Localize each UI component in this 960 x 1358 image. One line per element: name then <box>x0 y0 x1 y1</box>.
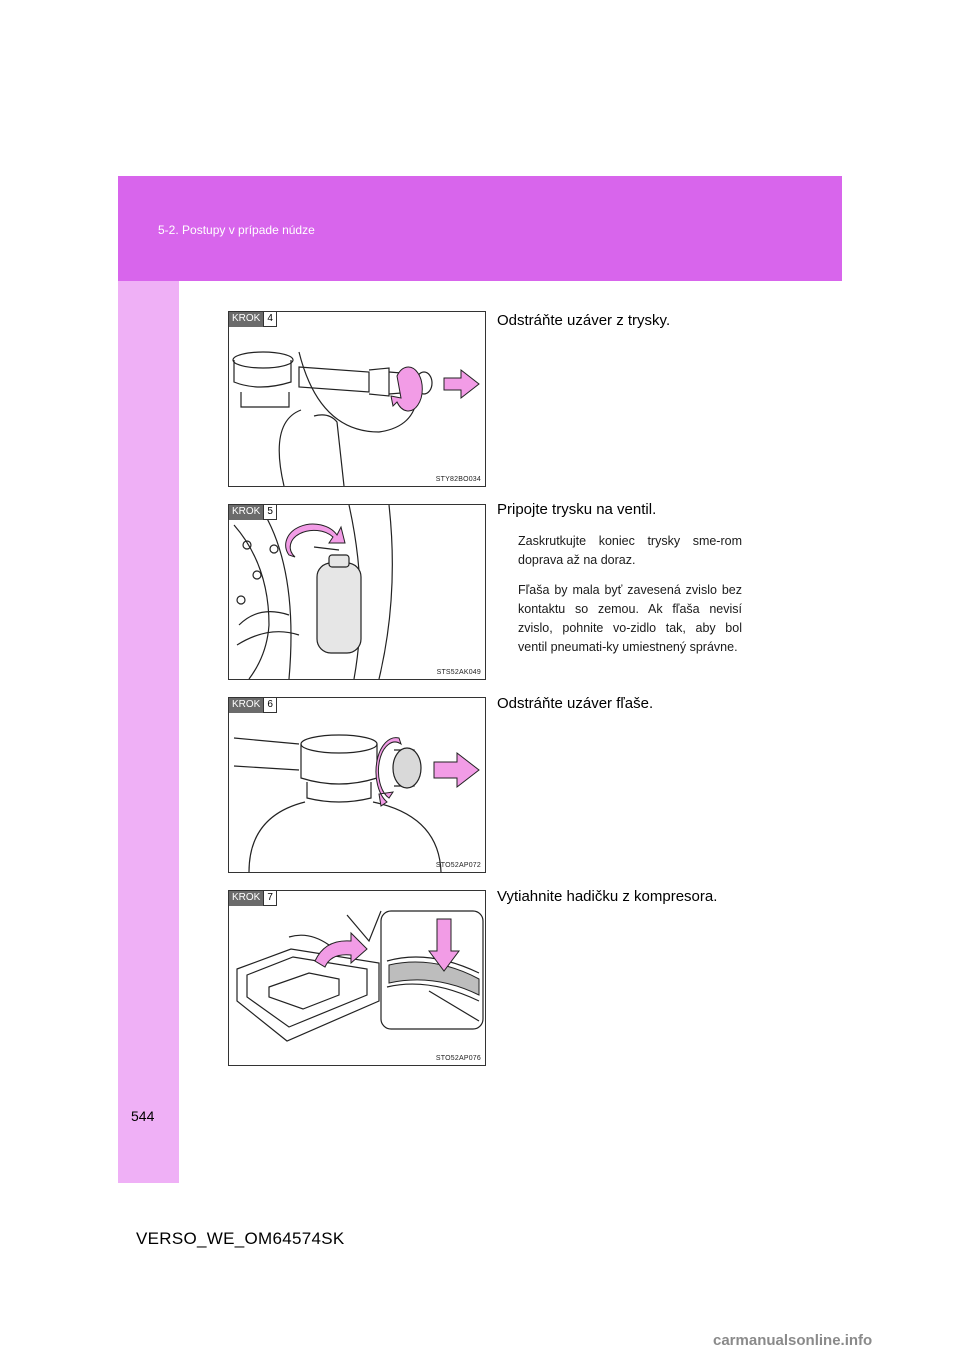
step-badge <box>229 312 277 327</box>
step-badge <box>229 698 277 713</box>
figure-step-7 <box>228 890 486 1066</box>
step-badge-number: 6 <box>263 698 277 713</box>
step-badge-label: KROK <box>229 312 263 327</box>
watermark: carmanualsonline.info <box>713 1332 873 1349</box>
side-band <box>118 281 179 1183</box>
nozzle-cap-illustration <box>229 312 485 486</box>
step-title: Odstráňte uzáver z trysky. <box>497 312 671 329</box>
compressor-hose-illustration <box>229 891 485 1065</box>
step-badge-label: KROK <box>229 505 263 520</box>
figure-step-4 <box>228 311 486 487</box>
step-note: Fľaša by mala byť zavesená zvislo bez kontaktu so zemou. Ak fľaša nevisí zvislo, pohnite vo-zidlo tak, aby bol ventil pneumati-ky umiestnený správne. <box>518 583 742 654</box>
step-badge-label: KROK <box>229 891 263 906</box>
step-badge <box>229 505 277 520</box>
step-title: Vytiahnite hadičku z kompresora. <box>497 888 718 905</box>
figure-code: STO52AP076 <box>435 1055 481 1062</box>
figure-code: STY82BO034 <box>435 476 481 483</box>
step-note: Zaskrutkujte koniec trysky sme-rom doprava až na doraz. <box>518 534 742 567</box>
step-title: Pripojte trysku na ventil. <box>497 501 657 518</box>
step-badge-label: KROK <box>229 698 263 713</box>
figure-code: STO52AP072 <box>435 862 481 869</box>
bottle-cap-illustration <box>229 698 485 872</box>
step-title: Odstráňte uzáver fľaše. <box>497 695 654 712</box>
step-badge <box>229 891 277 906</box>
figure-step-6 <box>228 697 486 873</box>
step-badge-number: 4 <box>263 312 277 327</box>
figure-code: STS52AK049 <box>436 669 481 676</box>
section-label: 5-2. Postupy v prípade núdze <box>158 223 315 237</box>
header-band <box>118 176 842 281</box>
valve-connection-illustration <box>229 505 485 679</box>
footer-code: VERSO_WE_OM64574SK <box>136 1229 345 1248</box>
step-badge-number: 7 <box>263 891 277 906</box>
figure-step-5 <box>228 504 486 680</box>
page-number: 544 <box>131 1108 155 1124</box>
step-badge-number: 5 <box>263 505 277 520</box>
